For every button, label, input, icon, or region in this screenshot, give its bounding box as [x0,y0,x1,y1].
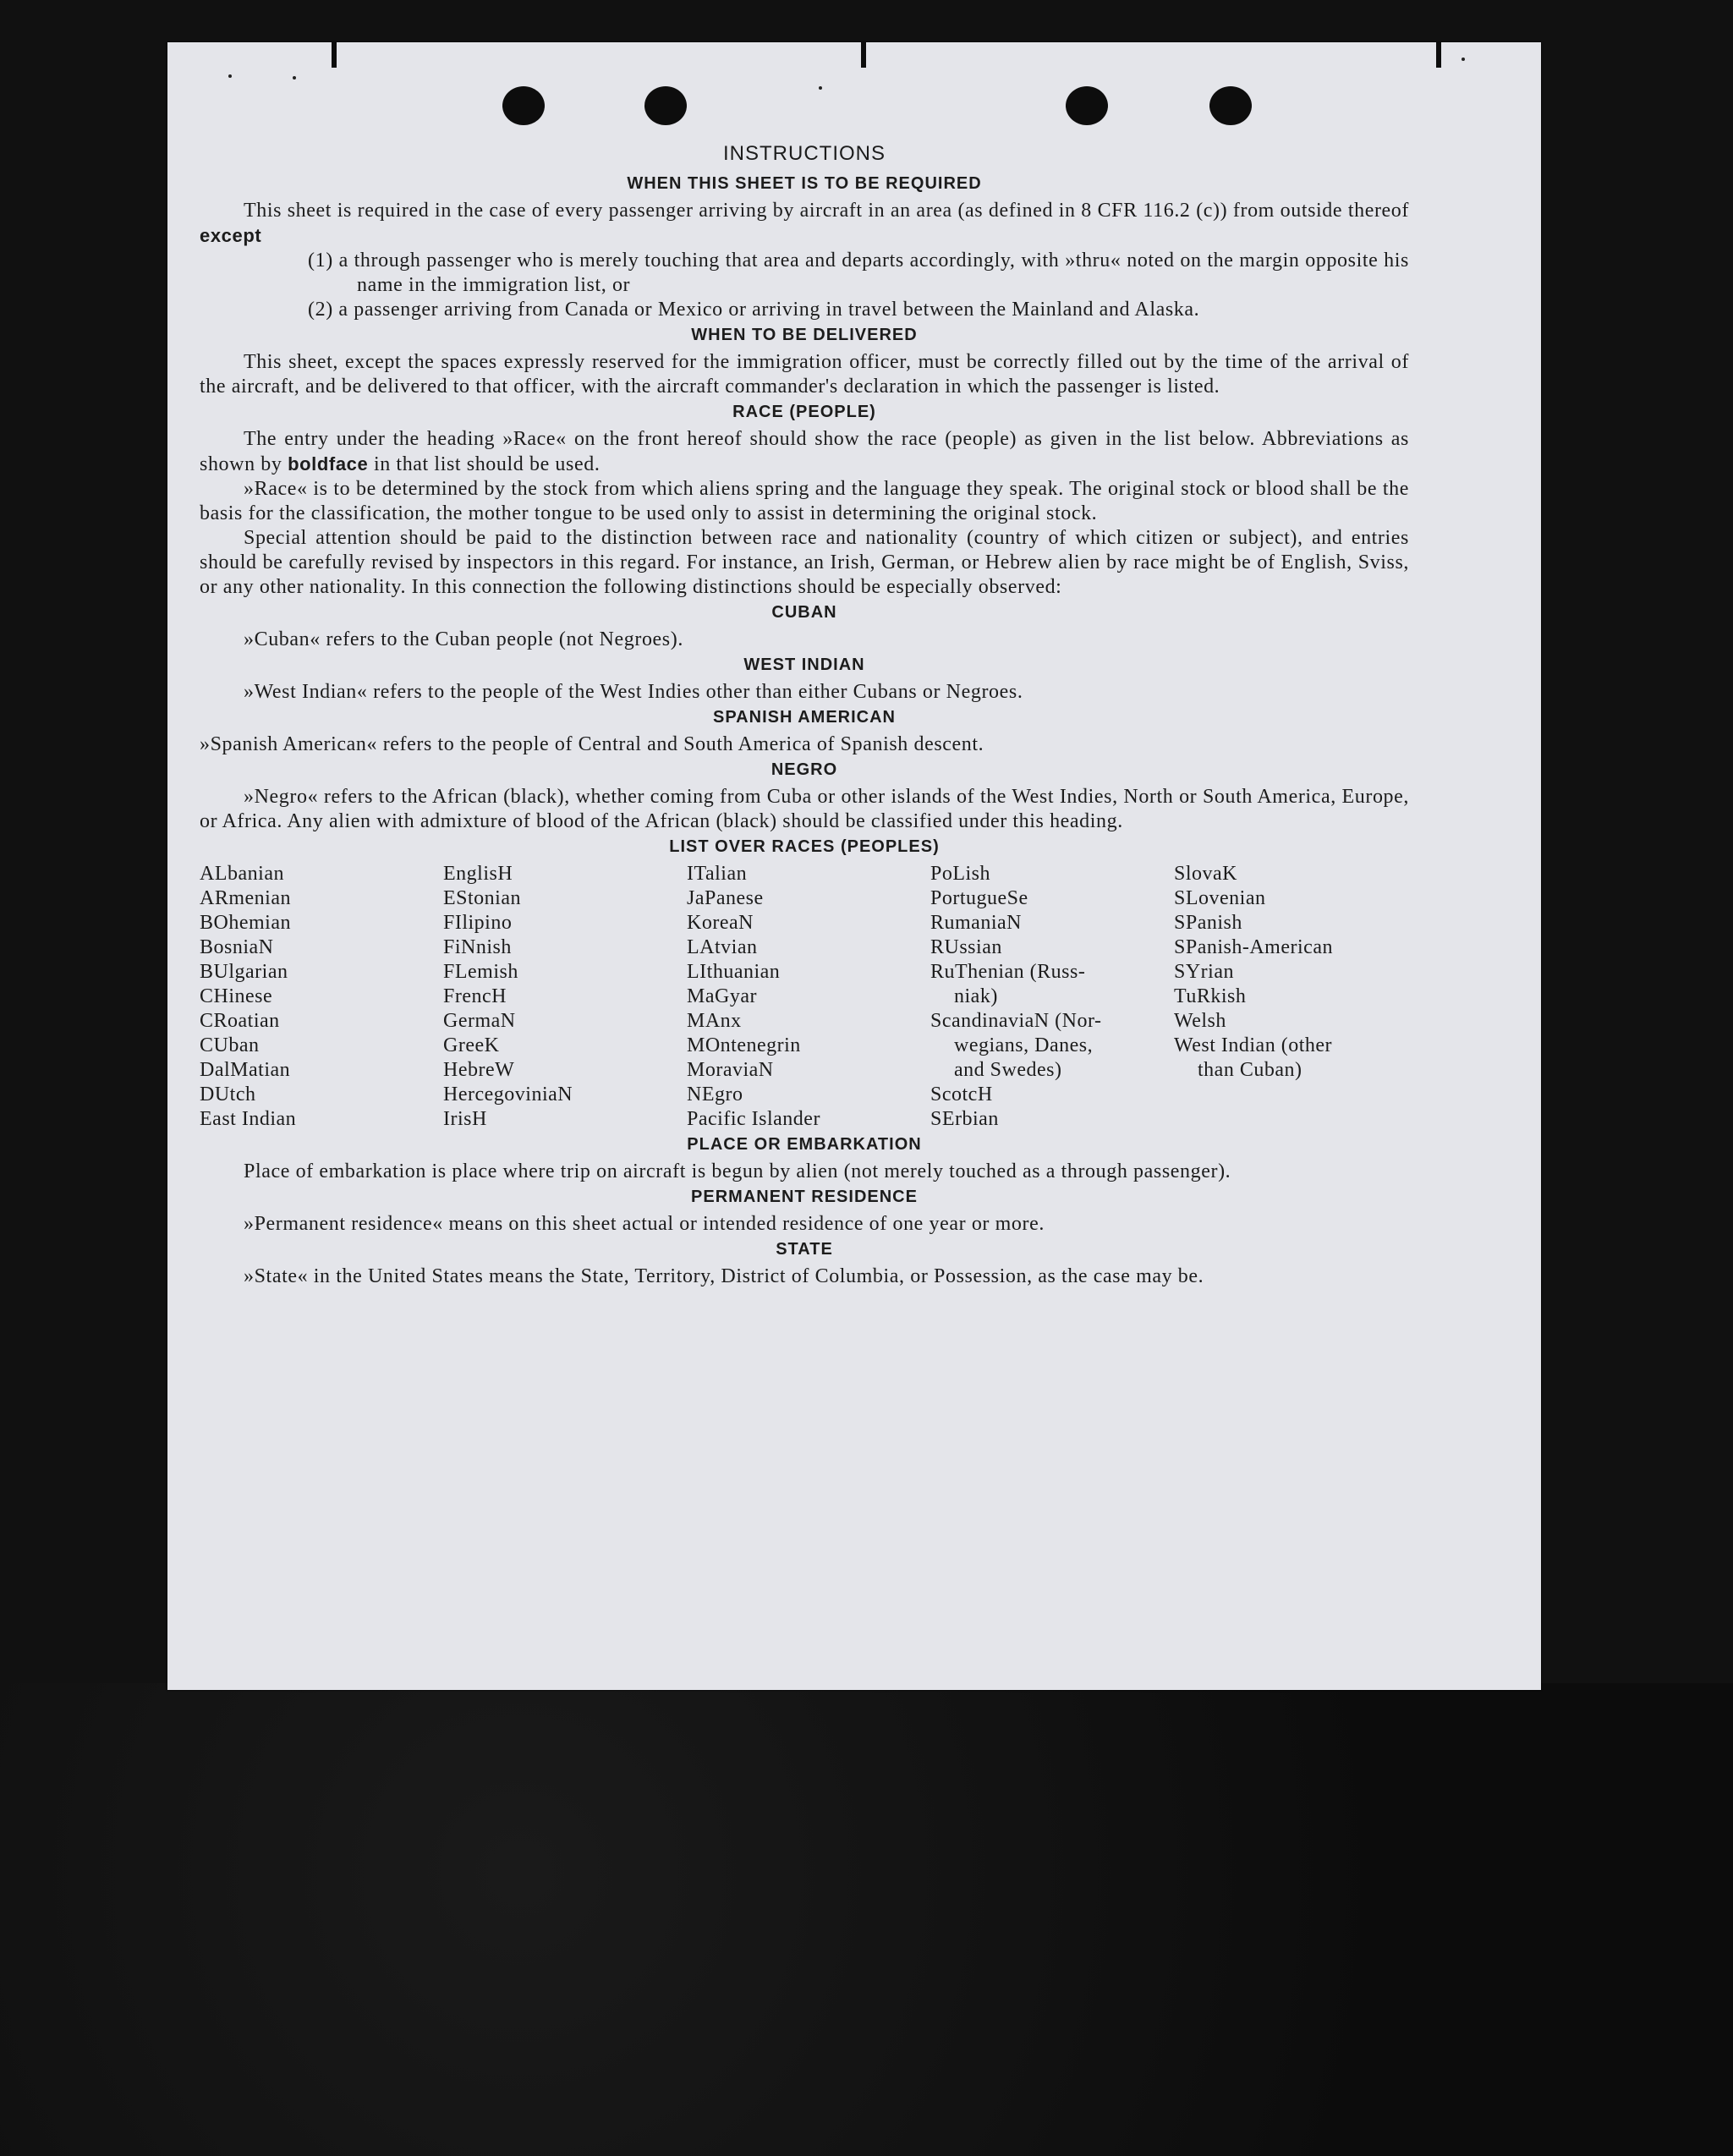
race-item-continuation: and Swedes) [954,1059,1062,1081]
race-paragraph-3: Special attention should be paid to the distinction between race and nationality (country of which citizen or subject), and entries should be carefully revised by inspectors in this regard. For instance, an Irish, German, or Hebrew alien by race might be of English, Sviss, or any other nationality. In this connection the following distinctions should be especially observed: [200,527,1409,598]
race-item: JaPanese [687,887,764,909]
section-heading-delivered: WHEN TO BE DELIVERED [691,326,918,344]
document-sheet [167,42,1541,1690]
race-item: MOntenegrin [687,1034,801,1056]
race-item: West Indian (other [1174,1034,1333,1056]
race-list-column-5 [1174,862,1418,1132]
punch-hole [502,86,545,125]
race-item: RuThenian (Russ- [930,961,1086,983]
required-item-1: (1) a through passenger who is merely touching that area and departs accordingly, with »thru« noted on the margin opposite his name in the immigration list, or [308,250,1409,296]
boldface-word: boldface [288,453,369,475]
race-list-column-4 [930,862,1174,1132]
race-item: FIlipino [443,912,513,934]
punch-mark [861,42,866,68]
section-heading-west-indian: WEST INDIAN [743,656,865,674]
film-background [0,1683,1733,2156]
race-item: SPanish [1174,912,1242,934]
race-item-continuation: than Cuban) [1198,1059,1302,1081]
section-heading-embarkation: PLACE OR EMBARKATION [687,1135,922,1154]
section-heading-race-list: LIST OVER RACES (PEOPLES) [669,837,940,856]
speck [228,74,232,78]
race-p1a: The entry under the heading »Race« on the front hereof should show the race (people) as given in the list below. Abbreviations as shown by [200,428,1409,475]
section-heading-required: WHEN THIS SHEET IS TO BE REQUIRED [627,174,982,193]
race-item: HebreW [443,1059,515,1081]
delivered-text: This sheet, except the spaces expressly reserved for the immigration officer, must be correctly filled out by the time of the arrival of the aircraft, and be delivered to that officer, with the aircraft commander's declaration in which the passenger is listed. [200,351,1409,398]
race-item: TuRkish [1174,985,1247,1007]
race-item: EStonian [443,887,521,909]
punch-hole [644,86,687,125]
race-item: FLemish [443,961,518,983]
race-item: NEgro [687,1083,743,1105]
race-item: ITalian [687,863,748,885]
required-intro [200,199,1409,249]
section-heading-state: STATE [776,1240,833,1259]
race-item-continuation: niak) [954,985,998,1007]
race-item: DUtch [200,1083,256,1105]
race-item: SYrian [1174,961,1234,983]
race-item: EnglisH [443,863,513,885]
race-item: MAnx [687,1010,742,1032]
race-list-column-2 [443,862,687,1132]
race-item: SlovaK [1174,863,1237,885]
race-item: ScandinaviaN (Nor- [930,1010,1102,1032]
race-item: IrisH [443,1108,487,1130]
race-item: ALbanian [200,863,284,885]
page-title: INSTRUCTIONS [723,142,886,165]
race-item: MaGyar [687,985,757,1007]
speck [1462,58,1465,61]
race-item: SPanish-American [1174,936,1333,958]
race-item: FiNnish [443,936,512,958]
residence-text: »Permanent residence« means on this sheet actual or intended residence of one year or more. [244,1213,1045,1235]
race-item: BOhemian [200,912,291,934]
race-item: RUssian [930,936,1002,958]
race-list-column-3 [687,862,930,1132]
race-item: KoreaN [687,912,754,934]
race-item: SErbian [930,1108,999,1130]
race-item: Pacific Islander [687,1108,820,1130]
speck [819,86,822,90]
required-intro-text: This sheet is required in the case of every passenger arriving by aircraft in an area (as defined in 8 CFR 116.2 (c)) from outside thereof [244,200,1409,222]
race-item: BUlgarian [200,961,288,983]
race-item: RumaniaN [930,912,1022,934]
speck [293,76,296,80]
cuban-text: »Cuban« refers to the Cuban people (not Negroes). [244,628,683,650]
section-heading-negro: NEGRO [771,760,838,779]
race-list-column-1 [200,862,443,1132]
race-item: CUban [200,1034,260,1056]
race-item: GreeK [443,1034,500,1056]
race-paragraph-1 [200,427,1409,477]
section-heading-race: RACE (PEOPLE) [732,403,876,421]
race-item: ARmenian [200,887,291,909]
race-item: FrencH [443,985,507,1007]
race-list [200,862,1409,1132]
embarkation-text: Place of embarkation is place where trip on aircraft is begun by alien (not merely touched as a through passenger). [244,1160,1231,1182]
race-item: BosniaN [200,936,274,958]
race-item: DalMatian [200,1059,291,1081]
instructions-text [200,142,1409,1289]
spanish-american-text: »Spanish American« refers to the people of Central and South America of Spanish descent. [200,733,984,755]
section-heading-spanish-american: SPANISH AMERICAN [712,708,896,727]
negro-text: »Negro« refers to the African (black), whether coming from Cuba or other islands of the West Indies, North or South America, Europe, or Africa. Any alien with admixture of blood of the African (black) should be classified under this heading. [200,786,1409,832]
state-text: »State« in the United States means the State, Territory, District of Columbia, or Possession, as the case may be. [244,1265,1204,1287]
race-item: PoLish [930,863,991,885]
race-item: PortugueSe [930,887,1028,909]
race-item: CHinese [200,985,273,1007]
punch-mark [332,42,337,68]
race-p1c: in that list should be used. [373,453,601,475]
race-item: GermaN [443,1010,516,1032]
punch-hole [1209,86,1252,125]
race-item: LIthuanian [687,961,781,983]
punch-hole [1066,86,1108,125]
race-item: SLovenian [1174,887,1266,909]
race-item: LAtvian [687,936,758,958]
required-item-2: (2) a passenger arriving from Canada or Mexico or arriving in travel between the Mainland and Alaska. [308,299,1200,321]
race-item-continuation: wegians, Danes, [954,1034,1094,1056]
race-item: Welsh [1174,1010,1226,1032]
punch-mark [1436,42,1441,68]
west-indian-text: »West Indian« refers to the people of the West Indies other than either Cubans or Negroes. [244,681,1023,703]
race-item: ScotcH [930,1083,993,1105]
race-paragraph-2: »Race« is to be determined by the stock from which aliens spring and the language they speak. The original stock or blood shall be the basis for the classification, the mother tongue to be used only to assist in determining the original stock. [200,478,1409,524]
race-item: East Indian [200,1108,297,1130]
race-item: MoraviaN [687,1059,774,1081]
race-item: HercegoviniaN [443,1083,573,1105]
section-heading-cuban: CUBAN [771,603,837,622]
race-item: CRoatian [200,1010,280,1032]
except-word: except [200,225,262,246]
section-heading-residence: PERMANENT RESIDENCE [691,1188,918,1206]
